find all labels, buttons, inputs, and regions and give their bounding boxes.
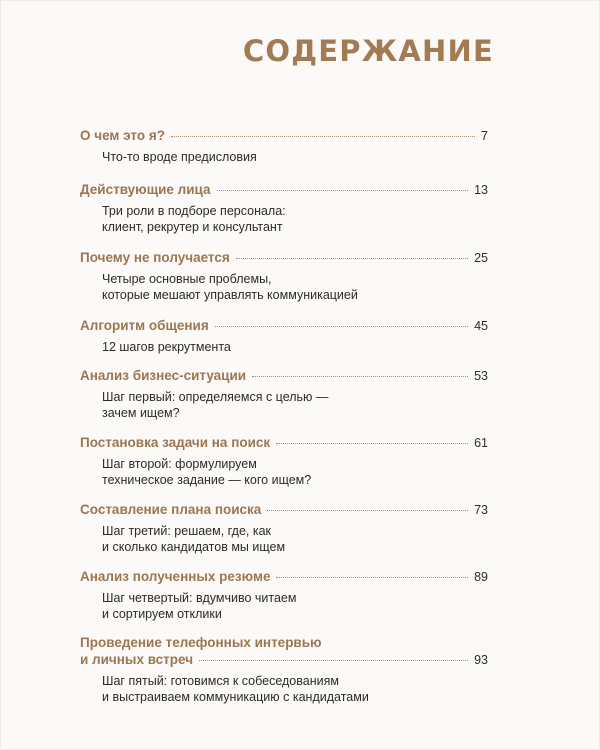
toc-heading-row [80, 317, 488, 335]
toc-subtitle [80, 203, 488, 235]
dot-leader [267, 510, 468, 511]
dot-leader [217, 190, 469, 191]
toc-page-number: 45 [474, 319, 488, 333]
toc-subtitle-line: Три роли в подборе персонала: [102, 204, 286, 218]
toc-subtitle-line: клиент, рекрутер и консультант [102, 220, 283, 234]
toc-page-number: 7 [481, 129, 488, 143]
dot-leader [199, 660, 468, 661]
toc-heading-row [80, 651, 488, 669]
toc-subtitle-line: и сколько кандидатов мы ищем [102, 540, 286, 554]
toc-subtitle-line: зачем ищем? [102, 406, 180, 420]
toc-heading-row [80, 249, 488, 267]
toc-heading: О чем это я? [80, 128, 165, 143]
toc-page-number: 73 [474, 503, 488, 517]
toc-subtitle [80, 339, 488, 355]
toc-page-number: 25 [474, 251, 488, 265]
toc-heading-row [80, 568, 488, 586]
dot-leader [236, 258, 468, 259]
toc-page-number: 89 [474, 570, 488, 584]
toc-entry [80, 568, 488, 622]
toc-subtitle [80, 523, 488, 555]
table-of-contents [80, 0, 488, 750]
dot-leader [215, 326, 468, 327]
toc-subtitle-line: 12 шагов рекрутмента [102, 340, 231, 354]
toc-entry [80, 501, 488, 555]
toc-subtitle-line: Шаг второй: формулируем [102, 457, 257, 471]
toc-heading: Составление плана поиска [80, 502, 262, 517]
toc-entry [80, 127, 488, 165]
toc-subtitle-line: Что-то вроде предисловия [102, 150, 257, 164]
toc-heading: Анализ бизнес-ситуации [80, 368, 247, 383]
toc-page-number: 61 [474, 436, 488, 450]
toc-entry [80, 317, 488, 355]
toc-subtitle [80, 673, 488, 705]
toc-heading-row [80, 501, 488, 519]
toc-page-number: 53 [474, 369, 488, 383]
toc-subtitle [80, 271, 488, 303]
toc-heading-row [80, 434, 488, 452]
toc-subtitle [80, 149, 488, 165]
toc-heading: Почему не получается [80, 250, 230, 265]
toc-subtitle-line: Шаг первый: определяемся с целью — [102, 390, 329, 404]
toc-heading: Постановка задачи на поиск [80, 435, 271, 450]
toc-entry [80, 634, 488, 705]
dot-leader [276, 577, 468, 578]
toc-subtitle-line: и выстраиваем коммуникацию с кандидатами [102, 690, 369, 704]
toc-subtitle [80, 590, 488, 622]
toc-subtitle [80, 456, 488, 488]
toc-heading: и личных встреч [80, 652, 194, 667]
toc-subtitle-line: которые мешают управлять коммуникацией [102, 288, 358, 302]
toc-subtitle [80, 389, 488, 421]
toc-subtitle-line: Шаг пятый: готовимся к собеседованиям [102, 674, 339, 688]
toc-entry [80, 434, 488, 488]
toc-subtitle-line: техническое задание — кого ищем? [102, 473, 312, 487]
toc-subtitle-line: и сортируем отклики [102, 607, 222, 621]
toc-page-number: 13 [474, 183, 488, 197]
toc-page-number: 93 [474, 653, 488, 667]
dot-leader [276, 443, 468, 444]
page-title: СОДЕРЖАНИЕ [242, 34, 494, 68]
dot-leader [252, 376, 468, 377]
toc-heading: Алгоритм общения [80, 318, 209, 333]
toc-heading-row [80, 181, 488, 199]
toc-heading: Анализ полученных резюме [80, 569, 271, 584]
toc-heading-line: Проведение телефонных интервью [80, 635, 322, 650]
toc-subtitle-line: Шаг третий: решаем, где, как [102, 524, 272, 538]
toc-entry [80, 249, 488, 303]
toc-heading: Действующие лица [80, 182, 211, 197]
toc-subtitle-line: Четыре основные проблемы, [102, 272, 272, 286]
toc-heading-row [80, 127, 488, 145]
toc-heading-row [80, 367, 488, 385]
toc-subtitle-line: Шаг четвертый: вдумчиво читаем [102, 591, 297, 605]
toc-entry [80, 367, 488, 421]
dot-leader [171, 136, 475, 137]
toc-entry [80, 181, 488, 235]
